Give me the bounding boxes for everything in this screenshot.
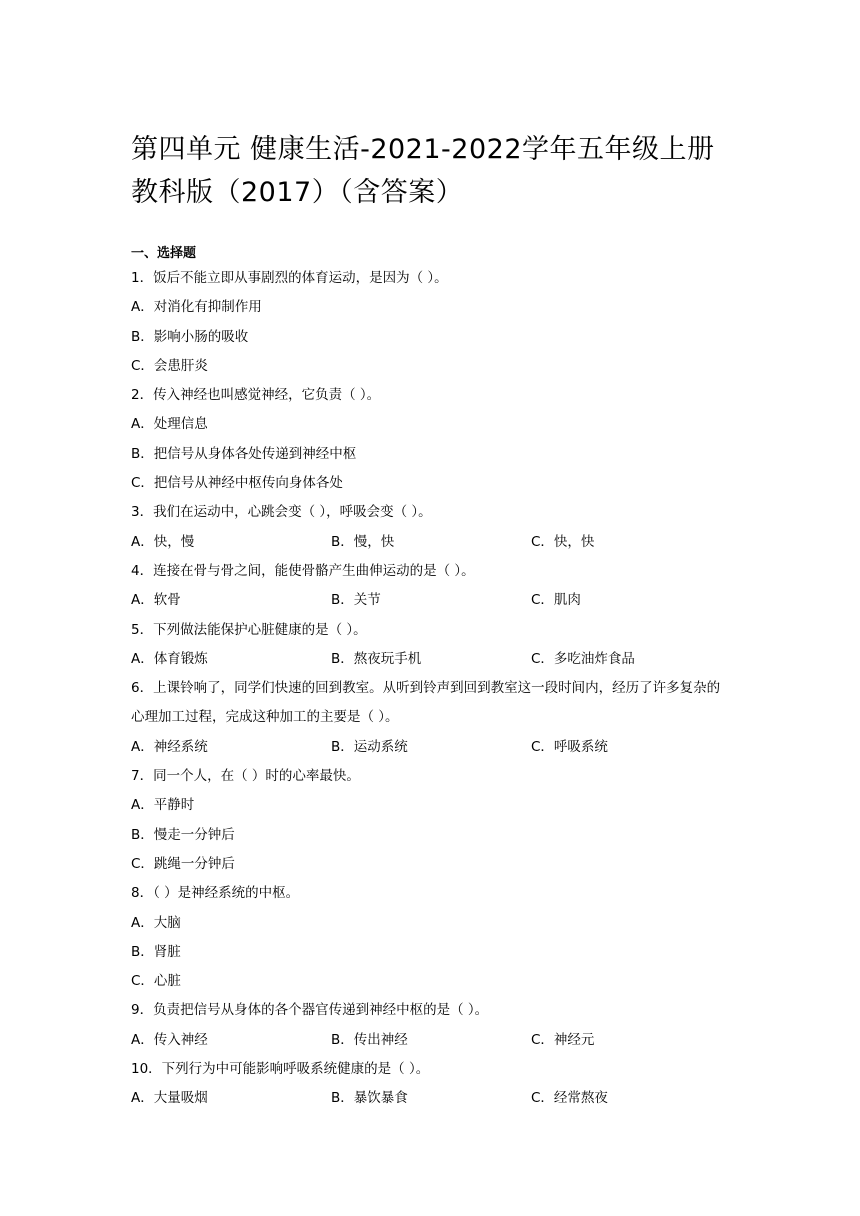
- option-item: A．快，慢: [131, 533, 195, 550]
- question-stem: 10．下列行为中可能影响呼吸系统健康的是（ ）。: [131, 1061, 430, 1078]
- option-item: C．快，快: [531, 533, 595, 550]
- option-item: B．传出神经: [331, 1031, 408, 1048]
- option-item: B．慢，快: [331, 533, 395, 550]
- option-row: [131, 528, 731, 557]
- question-stem: 6．上课铃响了，同学们快速的回到教室。从听到铃声到回到教室这一段时间内，经历了许多复杂的心理加工过程，完成这种加工的主要是（ ）。: [131, 680, 721, 726]
- option-item: B．熬夜玩手机: [331, 650, 422, 667]
- question-stem: 3．我们在运动中，心跳会变（ ），呼吸会变（ ）。: [131, 504, 432, 521]
- option-item: C．经常熬夜: [531, 1090, 608, 1107]
- question-stem: 2．传入神经也叫感觉神经，它负责（ ）。: [131, 387, 381, 404]
- option-item: A．大脑: [131, 914, 181, 931]
- option-item: A．软骨: [131, 592, 181, 609]
- question-stem: 9．负责把信号从身体的各个器官传递到神经中枢的是（ ）。: [131, 1002, 489, 1019]
- option-item: A．传入神经: [131, 1031, 208, 1048]
- option-item: C．肌肉: [531, 592, 581, 609]
- option-item: A．平静时: [131, 797, 195, 814]
- option-row: [131, 1026, 731, 1055]
- option-item: B．运动系统: [331, 738, 408, 755]
- question-stem: 1．饭后不能立即从事剧烈的体育运动，是因为（ ）。: [131, 270, 448, 286]
- option-item: C．跳绳一分钟后: [131, 855, 235, 872]
- option-item: C．把信号从神经中枢传向身体各处: [131, 475, 343, 492]
- section-heading: 一、选择题: [131, 246, 197, 261]
- option-item: A．对消化有抑制作用: [131, 299, 262, 316]
- question-stem: 5．下列做法能保护心脏健康的是（ ）。: [131, 621, 367, 638]
- option-item: A．体育锻炼: [131, 650, 208, 667]
- option-item: C．心脏: [131, 973, 181, 990]
- question-stem: 8．（ ）是神经系统的中枢。: [131, 885, 300, 902]
- option-row: [131, 733, 731, 762]
- option-item: B．影响小肠的吸收: [131, 328, 249, 345]
- option-item: C．会患肝炎: [131, 357, 208, 374]
- option-item: A．处理信息: [131, 416, 208, 433]
- question-stem: 7．同一个人，在（ ）时的心率最快。: [131, 768, 360, 785]
- document-title: 第四单元 健康生活-2021-2022学年五年级上册教科版（2017）（含答案）: [131, 134, 715, 208]
- option-item: A．大量吸烟: [131, 1090, 208, 1107]
- option-item: C．呼吸系统: [531, 738, 608, 755]
- option-row: [131, 645, 731, 674]
- option-item: B．暴饮暴食: [331, 1090, 408, 1107]
- question-list: [131, 264, 731, 1114]
- option-item: B．关节: [331, 592, 381, 609]
- option-item: B．把信号从身体各处传递到神经中枢: [131, 445, 357, 462]
- document-page: [131, 128, 731, 1114]
- option-row: [131, 586, 731, 615]
- option-item: C．神经元: [531, 1031, 595, 1048]
- option-row: [131, 1084, 731, 1113]
- option-item: C．多吃油炸食品: [531, 650, 635, 667]
- option-item: A．神经系统: [131, 738, 208, 755]
- question-stem: 4．连接在骨与骨之间，能使骨骼产生曲伸运动的是（ ）。: [131, 562, 475, 579]
- option-item: B．肾脏: [131, 943, 181, 960]
- option-item: B．慢走一分钟后: [131, 826, 235, 843]
